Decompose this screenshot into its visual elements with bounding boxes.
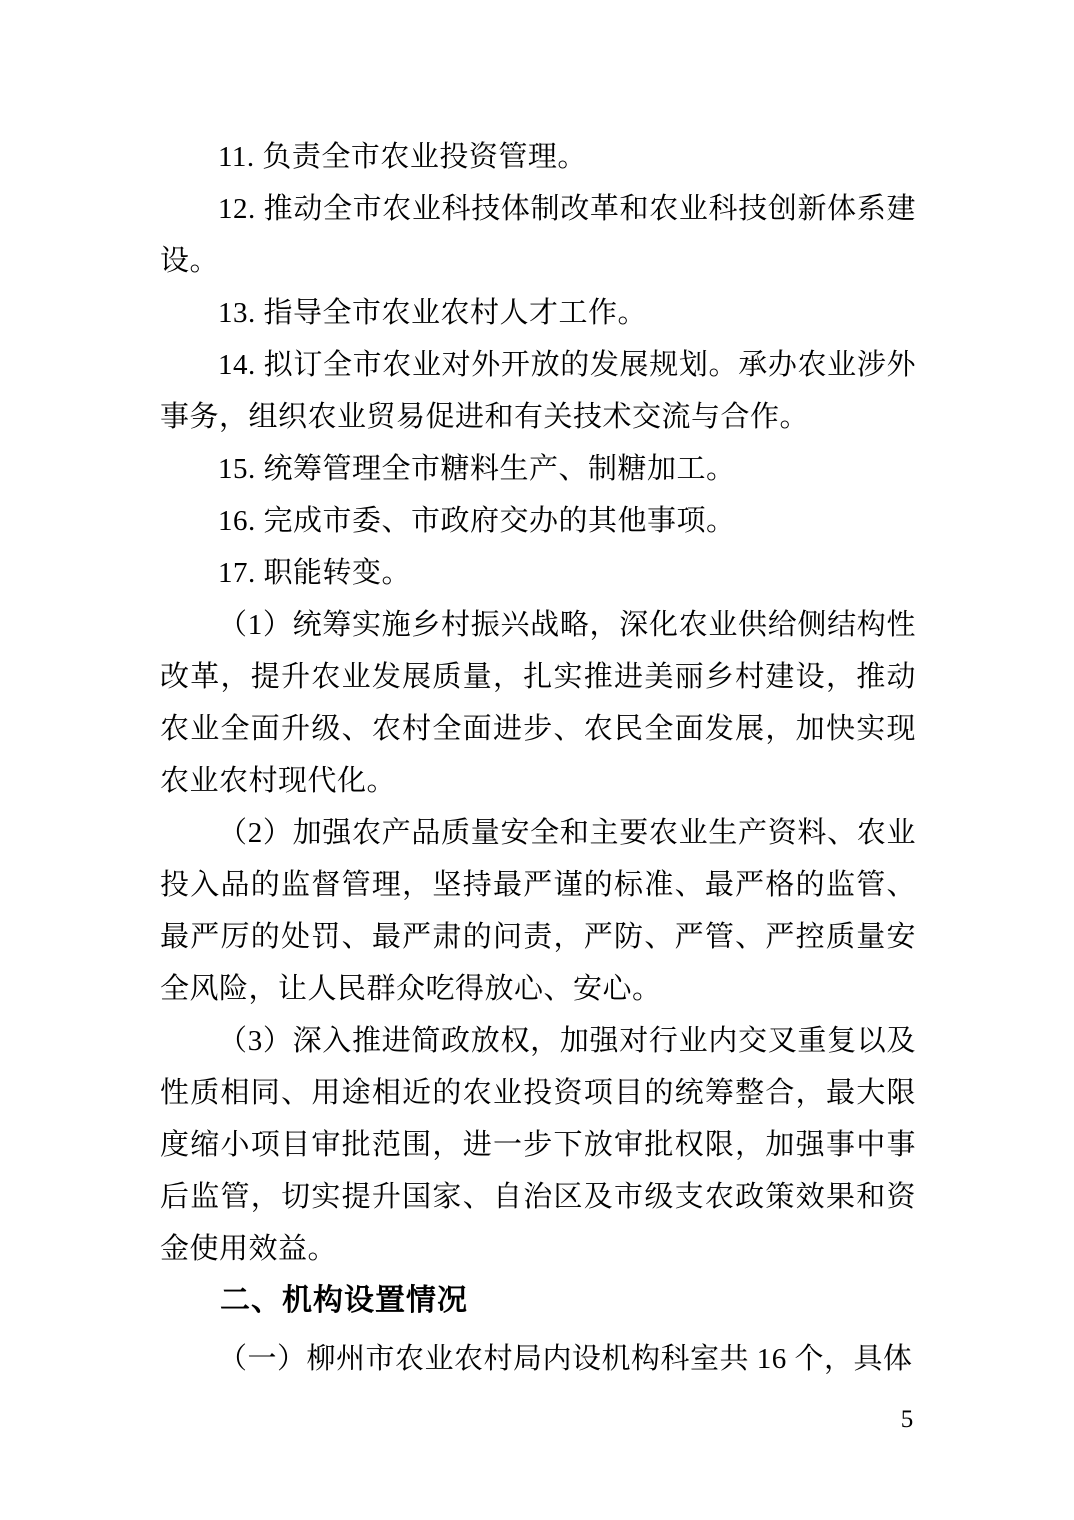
page-number: 5 [900,1406,914,1433]
paragraph-change-2: （2）加强农产品质量安全和主要农业生产资料、农业投入品的监督管理，坚持最严谨的标准、最严格的监管、最严厉的处罚、最严肃的问责，严防、严管、严控质量安全风险，让人民群众吃得放心、安心。 [160,817,916,1005]
document-body [160,131,916,1385]
section-heading: 二、机构设置情况 [220,1284,468,1317]
paragraph-change-3: （3）深入推进简政放权，加强对行业内交叉重复以及性质相同、用途相近的农业投资项目的统筹整合，最大限度缩小项目审批范围，进一步下放审批权限，加强事中事后监管，切实提升国家、自治区及市级支农政策效果和资金使用效益。 [160,1025,916,1265]
paragraph-item-12: 12. 推动全市农业科技体制改革和农业科技创新体系建设。 [160,193,916,277]
paragraph-change-1: （1）统筹实施乡村振兴战略，深化农业供给侧结构性改革，提升农业发展质量，扎实推进美丽乡村建设，推动农业全面升级、农村全面进步、农民全面发展，加快实现农业农村现代化。 [160,609,916,797]
paragraph-item-17: 17. 职能转变。 [218,557,412,589]
paragraph-item-15: 15. 统筹管理全市糖料生产、制糖加工。 [218,453,736,485]
paragraph-item-11: 11. 负责全市农业投资管理。 [218,141,587,173]
paragraph-item-14: 14. 拟订全市农业对外开放的发展规划。承办农业涉外事务，组织农业贸易促进和有关技术交流与合作。 [160,349,916,433]
paragraph-item-16: 16. 完成市委、市政府交办的其他事项。 [218,505,736,537]
paragraph-item-13: 13. 指导全市农业农村人才工作。 [218,297,648,329]
paragraph-section-intro: （一）柳州市农业农村局内设机构科室共 16 个，具体 [218,1343,913,1375]
